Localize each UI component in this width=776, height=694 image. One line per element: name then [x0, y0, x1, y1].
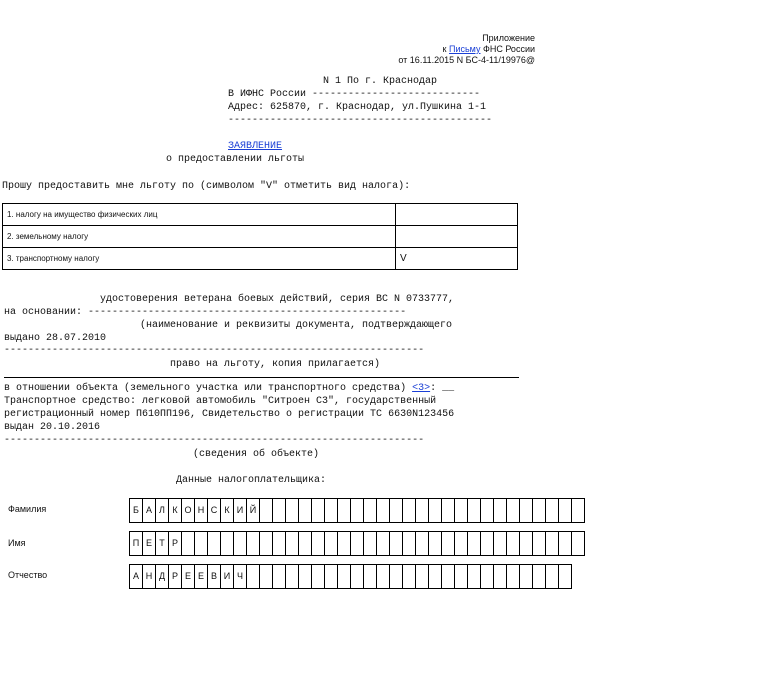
letter-cell[interactable]: [299, 565, 312, 588]
basis-document: удостоверения ветерана боевых действий, серия ВС N 0733777,: [100, 294, 455, 305]
letter-cell[interactable]: [559, 565, 571, 588]
letter-cell[interactable]: О: [182, 499, 195, 522]
letter-cell[interactable]: [520, 565, 533, 588]
letter-cell[interactable]: [507, 499, 520, 522]
letter-cell[interactable]: [572, 499, 584, 522]
letter-cell[interactable]: [260, 532, 273, 555]
letter-cell[interactable]: [260, 499, 273, 522]
tax-type-mark-cell[interactable]: [396, 226, 518, 248]
object-caption: (сведения об объекте): [193, 449, 320, 460]
document-title[interactable]: ЗАЯВЛЕНИЕ: [228, 141, 283, 152]
letter-cell[interactable]: [572, 532, 584, 555]
letter-cell[interactable]: [533, 565, 546, 588]
letter-cell[interactable]: [429, 499, 442, 522]
letter-cell[interactable]: [273, 565, 286, 588]
letter-cell[interactable]: [195, 532, 208, 555]
letter-cell[interactable]: Н: [195, 499, 208, 522]
first-name-grid[interactable]: [129, 531, 585, 556]
letter-cell[interactable]: [533, 532, 546, 555]
letter-cell[interactable]: [312, 532, 325, 555]
letter-cell[interactable]: К: [221, 499, 234, 522]
letter-cell[interactable]: [286, 532, 299, 555]
letter-cell[interactable]: [377, 499, 390, 522]
letter-cell[interactable]: В: [208, 565, 221, 588]
letter-cell[interactable]: [429, 565, 442, 588]
inspection-number: N 1 По г. Краснодар: [323, 76, 438, 87]
letter-cell[interactable]: [377, 565, 390, 588]
letter-cell[interactable]: Р: [169, 565, 182, 588]
letter-cell[interactable]: Н: [143, 565, 156, 588]
letter-cell[interactable]: [364, 532, 377, 555]
letter-cell[interactable]: [390, 565, 403, 588]
letter-cell[interactable]: [507, 532, 520, 555]
letter-cell[interactable]: [325, 532, 338, 555]
letter-cell[interactable]: [416, 565, 429, 588]
letter-cell[interactable]: Р: [169, 532, 182, 555]
letter-cell[interactable]: [546, 499, 559, 522]
letter-cell[interactable]: А: [130, 565, 143, 588]
letter-cell[interactable]: [416, 532, 429, 555]
surname-grid[interactable]: [129, 498, 585, 523]
letter-cell[interactable]: [351, 565, 364, 588]
letter-cell[interactable]: [494, 565, 507, 588]
letter-cell[interactable]: [481, 499, 494, 522]
letter-cell[interactable]: [273, 499, 286, 522]
letter-cell[interactable]: [455, 532, 468, 555]
letter-cell[interactable]: [403, 565, 416, 588]
letter-cell[interactable]: [546, 565, 559, 588]
appendix-line-2-prefix: к: [442, 44, 449, 54]
letter-cell[interactable]: [429, 532, 442, 555]
letter-cell[interactable]: [377, 532, 390, 555]
letter-cell[interactable]: К: [169, 499, 182, 522]
letter-cell[interactable]: [559, 499, 572, 522]
letter-cell[interactable]: [286, 565, 299, 588]
letter-cell[interactable]: И: [221, 565, 234, 588]
object-line-1-suffix: : __: [430, 383, 455, 394]
letter-cell[interactable]: [299, 532, 312, 555]
letter-cell[interactable]: [468, 565, 481, 588]
letter-cell[interactable]: Е: [182, 565, 195, 588]
letter-cell[interactable]: [234, 532, 247, 555]
letter-cell[interactable]: [338, 532, 351, 555]
basis-caption-2: право на льготу, копия прилагается): [170, 359, 381, 370]
letter-cell[interactable]: Е: [143, 532, 156, 555]
tax-type-table: [2, 203, 518, 270]
object-line-4: выдан 20.10.2016: [4, 422, 101, 433]
header-dash-line: --------------------------------------------: [228, 115, 493, 126]
letter-cell[interactable]: [338, 565, 351, 588]
letter-cell[interactable]: [247, 532, 260, 555]
letter-cell[interactable]: [520, 532, 533, 555]
letter-cell[interactable]: Й: [247, 499, 260, 522]
letter-cell[interactable]: С: [208, 499, 221, 522]
tax-row: [3, 248, 518, 270]
letter-cell[interactable]: Ч: [234, 565, 247, 588]
letter-cell[interactable]: [182, 532, 195, 555]
letter-cell[interactable]: [221, 532, 234, 555]
object-line-1-prefix: в отношении объекта (земельного участка или транспортного средства): [4, 383, 413, 394]
letter-cell[interactable]: [403, 532, 416, 555]
letter-cell[interactable]: Е: [195, 565, 208, 588]
letter-cell[interactable]: [247, 565, 260, 588]
basis-label-line: на основании: -----------------------------------------------------: [4, 307, 407, 318]
basis-underline: [4, 377, 519, 378]
letter-cell[interactable]: [325, 499, 338, 522]
letter-cell[interactable]: [455, 565, 468, 588]
appendix-line-2-suffix: ФНС России: [480, 44, 535, 54]
letter-cell[interactable]: [442, 565, 455, 588]
letter-cell[interactable]: [468, 499, 481, 522]
tax-row: [3, 226, 518, 248]
patronymic-label: Отчество: [8, 570, 48, 580]
letter-cell[interactable]: [312, 565, 325, 588]
tax-type-label: 3. транспортному налогу: [3, 248, 396, 270]
letter-cell[interactable]: [494, 532, 507, 555]
letter-cell[interactable]: [312, 499, 325, 522]
letter-cell[interactable]: [364, 499, 377, 522]
letter-cell[interactable]: [351, 499, 364, 522]
letter-cell[interactable]: П: [130, 532, 143, 555]
first-name-label: Имя: [8, 538, 26, 548]
basis-issued-date: выдано 28.07.2010: [4, 333, 107, 344]
letter-cell[interactable]: [351, 532, 364, 555]
letter-cell[interactable]: [455, 499, 468, 522]
letter-cell[interactable]: Д: [156, 565, 169, 588]
letter-cell[interactable]: [481, 565, 494, 588]
request-text: Прошу предоставить мне льготу по (символом "V" отметить вид налога):: [2, 181, 411, 192]
letter-cell[interactable]: [260, 565, 273, 588]
letter-cell[interactable]: [390, 532, 403, 555]
letter-cell[interactable]: [559, 532, 572, 555]
object-line-2: Транспортное средство: легковой автомобиль "Ситроен С3", государственный: [4, 396, 437, 407]
letter-cell[interactable]: [416, 499, 429, 522]
appendix-letter-link[interactable]: Письму: [449, 44, 481, 54]
letter-cell[interactable]: Т: [156, 532, 169, 555]
letter-cell[interactable]: [364, 565, 377, 588]
letter-cell[interactable]: [299, 499, 312, 522]
letter-cell[interactable]: [208, 532, 221, 555]
letter-cell[interactable]: А: [143, 499, 156, 522]
basis-caption-1: (наименование и реквизиты документа, подтверждающего: [140, 320, 453, 331]
letter-cell[interactable]: [494, 499, 507, 522]
letter-cell[interactable]: [390, 499, 403, 522]
tax-type-mark-cell[interactable]: [396, 204, 518, 226]
letter-cell[interactable]: Б: [130, 499, 143, 522]
letter-cell[interactable]: [507, 565, 520, 588]
letter-cell[interactable]: [533, 499, 546, 522]
inspection-to-line: В ИФНС России ----------------------------: [228, 89, 481, 100]
document-subtitle: о предоставлении льготы: [166, 154, 305, 165]
object-line-3: регистрационный номер П610ПП196, Свидетельство о регистрации ТС 6630N123456: [4, 409, 455, 420]
letter-cell[interactable]: [481, 532, 494, 555]
appendix-line-3: от 16.11.2015 N БС-4-11/19976@: [398, 55, 535, 65]
footnote-3-link[interactable]: <3>: [412, 383, 431, 394]
taxpayer-heading: Данные налогоплательщика:: [176, 475, 327, 486]
basis-dash-line: ----------------------------------------------------------------------: [4, 345, 425, 356]
letter-cell[interactable]: [286, 499, 299, 522]
letter-cell[interactable]: Л: [156, 499, 169, 522]
inspection-address: Адрес: 625870, г. Краснодар, ул.Пушкина 1-1: [228, 102, 487, 113]
letter-cell[interactable]: [468, 532, 481, 555]
letter-cell[interactable]: [520, 499, 533, 522]
letter-cell[interactable]: [403, 499, 416, 522]
patronymic-grid[interactable]: [129, 564, 572, 589]
letter-cell[interactable]: [442, 499, 455, 522]
letter-cell[interactable]: [338, 499, 351, 522]
letter-cell[interactable]: [546, 532, 559, 555]
appendix-line-1: Приложение: [482, 33, 535, 43]
letter-cell[interactable]: [273, 532, 286, 555]
letter-cell[interactable]: [442, 532, 455, 555]
object-line-1: [4, 383, 454, 395]
surname-label: Фамилия: [8, 504, 47, 514]
tax-row: [3, 204, 518, 226]
tax-type-label: 1. налогу на имущество физических лиц: [3, 204, 396, 226]
letter-cell[interactable]: И: [234, 499, 247, 522]
object-dash-line: ----------------------------------------------------------------------: [4, 435, 425, 446]
tax-type-mark-cell[interactable]: V: [396, 248, 518, 270]
letter-cell[interactable]: [325, 565, 338, 588]
appendix-line-2: [443, 44, 535, 54]
tax-type-label: 2. земельному налогу: [3, 226, 396, 248]
